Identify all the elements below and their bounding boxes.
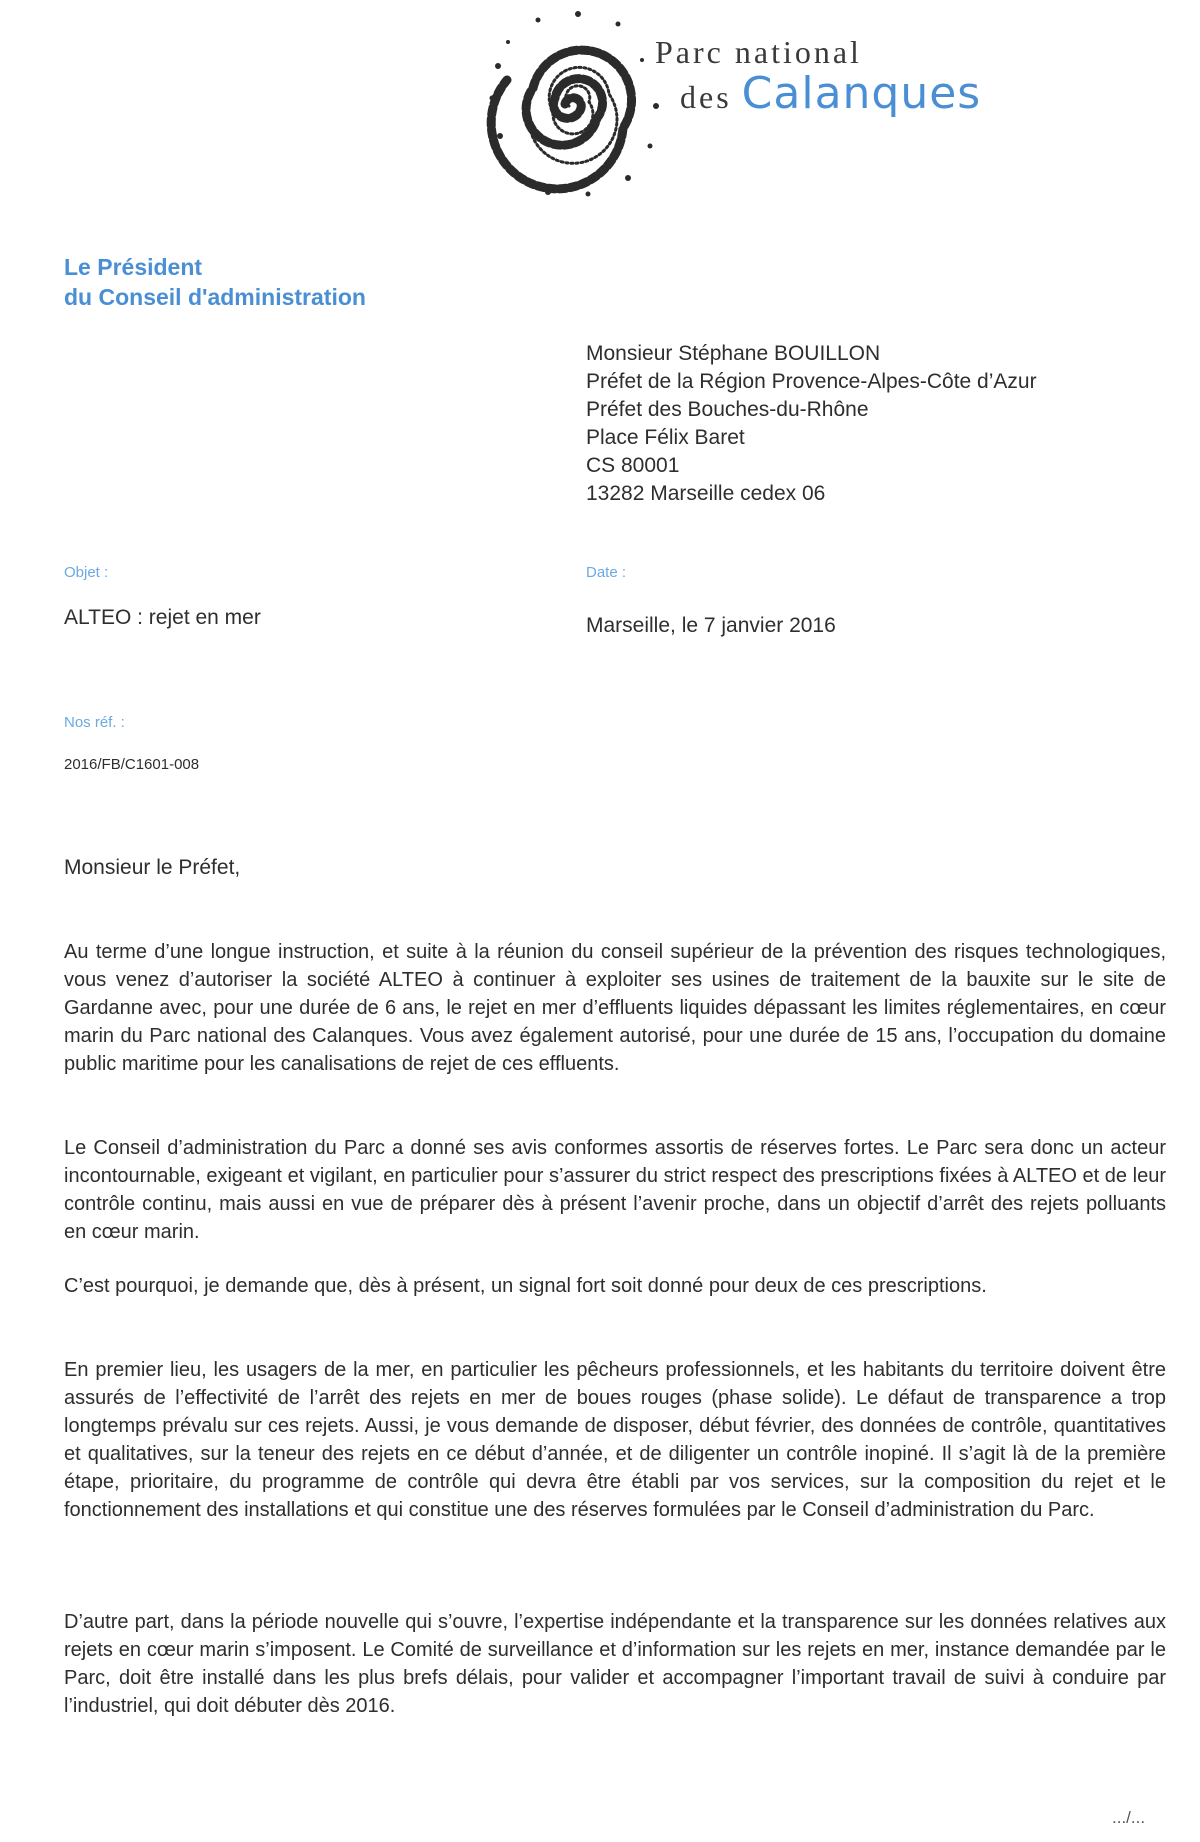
recipient-line: Préfet de la Région Provence-Alpes-Côte d’Azur bbox=[586, 370, 1037, 393]
logo-text-calanques-word: Calanques bbox=[741, 68, 982, 119]
recipient-address bbox=[586, 340, 1037, 508]
date-value: Marseille, le 7 janvier 2016 bbox=[586, 614, 836, 637]
recipient-line: Monsieur Stéphane BOUILLON bbox=[586, 342, 881, 365]
body-paragraph: C’est pourquoi, je demande que, dès à présent, un signal fort soit donné pour deux de ces prescriptions. bbox=[64, 1275, 987, 1297]
body-paragraph: D’autre part, dans la période nouvelle qui s’ouvre, l’expertise indépendante et la transparence sur les données relatives aux rejets en cœur marin s’imposent. Le Comité de surveillance et d’information sur les rejets en mer, instance demandée par le Parc, doit être installé dans les plus brefs délais, pour valider et accompagner l’important travail de suivi à conduire par l’industriel, qui doit débuter dès 2016. bbox=[64, 1611, 1166, 1717]
salutation: Monsieur le Préfet, bbox=[64, 856, 241, 879]
logo-text-des: des bbox=[680, 79, 732, 115]
recipient-line: CS 80001 bbox=[586, 454, 680, 477]
recipient-line: Préfet des Bouches-du-Rhône bbox=[586, 398, 869, 421]
sender-title: Le Président bbox=[64, 254, 203, 280]
reference-label: Nos réf. : bbox=[64, 714, 125, 731]
recipient-line: Place Félix Baret bbox=[586, 426, 745, 449]
logo-text-calanques bbox=[680, 68, 981, 119]
recipient-line: 13282 Marseille cedex 06 bbox=[586, 482, 826, 505]
body-paragraph: En premier lieu, les usagers de la mer, en particulier les pêcheurs professionnels, et les habitants du territoire doivent être assurés de l’effectivité de l’arrêt des rejets en mer de boues rouges (phase solide). Le défaut de transparence a trop longtemps prévalu sur ces rejets. Aussi, je vous demande de disposer, début février, des données de contrôle, quantitatives et qualitatives, sur la teneur des rejets en ce début d’année, et de diligenter un contrôle inopiné. Il s’agit là de la première étape, prioritaire, du programme de contrôle qui devra être établi par vos services, sur la composition du rejet et le fonctionnement des installations et qui constitue une des réserves formulées par le Conseil d’administration du Parc. bbox=[64, 1359, 1166, 1521]
body-paragraph: Au terme d’une longue instruction, et suite à la réunion du conseil supérieur de la prévention des risques technologiques, vous venez d’autoriser la société ALTEO à continuer à exploiter ses usines de traitement de la bauxite sur le site de Gardanne avec, pour une durée de 6 ans, le rejet en mer d’effluents liquides dépassant les limites réglementaires, en cœur marin du Parc national des Calanques. Vous avez également autorisé, pour une durée de 15 ans, l’occupation du domaine public maritime pour les canalisations de rejet de ces effluents. bbox=[64, 941, 1166, 1075]
sender-subtitle: du Conseil d'administration bbox=[64, 284, 366, 310]
body-paragraph: Le Conseil d’administration du Parc a donné ses avis conformes assortis de réserves fortes. Le Parc sera donc un acteur incontournable, exigeant et vigilant, en particulier pour s’assurer du strict respect des prescriptions fixées à ALTEO et de leur contrôle continu, mais aussi en vue de préparer dès à présent l’avenir proche, dans un objectif d’arrêt des rejets polluants en cœur marin. bbox=[64, 1137, 1166, 1243]
logo-text-parc-national: Parc national bbox=[655, 34, 862, 70]
object-label: Objet : bbox=[64, 564, 109, 581]
park-logo-spiral-icon bbox=[478, 6, 668, 202]
date-label: Date : bbox=[586, 564, 627, 581]
reference-value: 2016/FB/C1601-008 bbox=[64, 756, 200, 773]
object-value: ALTEO : rejet en mer bbox=[64, 606, 261, 629]
page-continuation-mark: .../... bbox=[1112, 1808, 1146, 1827]
